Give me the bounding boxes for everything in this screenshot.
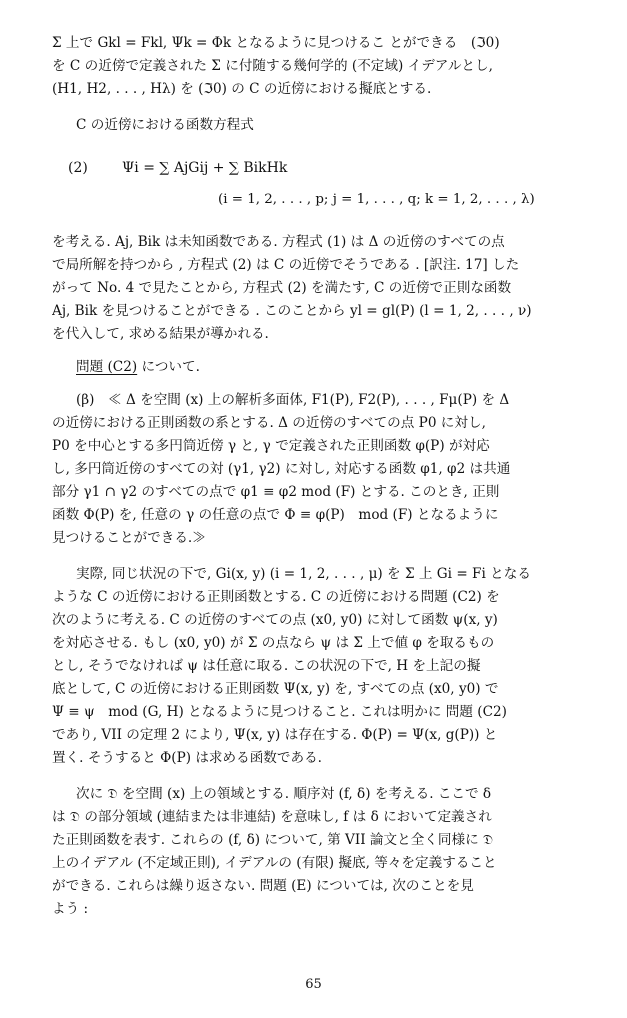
text-line: ような C の近傍における正則函数とする. C の近傍における問題 (C2) を — [52, 589, 500, 605]
text-line: 次のように考える. C の近傍のすべての点 (x0, y0) に対して函数 ψ(x, y) — [52, 612, 498, 628]
text-line: は 𝔇 の部分領域 (連結または非連結) を意味し, f は δ において定義され — [52, 809, 492, 825]
problem-heading — [76, 357, 574, 377]
text-line: 見つけることができる.≫ — [52, 530, 206, 546]
functional-equation-intro: C の近傍における函数方程式 — [76, 117, 254, 133]
equation-number: (2) — [68, 160, 88, 176]
text-line: で局所解を持つから , 方程式 (2) は C の近傍でそうである . [訳注. 17] した — [52, 257, 520, 273]
equation-formula: Ψi = ∑ AjGij + ∑ BikHk — [122, 160, 288, 176]
text-line: (β) ≪ Δ を空間 (x) 上の解析多面体, F1(P), F2(P), . . . , Fμ(P) を Δ — [76, 392, 510, 408]
text-line: を代入して, 求める結果が導かれる. — [52, 326, 269, 342]
text-line: がって No. 4 で見たことから, 方程式 (2) を満たす, C の近傍で正則な函数 — [52, 280, 512, 296]
text-line: ができる. これらは繰り返さない. 問題 (E) については, 次のことを見 — [52, 878, 474, 894]
problem-heading-label: 問題 (C2) — [76, 359, 138, 375]
text-line: であり, VII の定理 2 により, Ψ(x, y) は存在する. Φ(P) = Ψ(x, g(P)) と — [52, 727, 498, 743]
text-line: の近傍における正則函数の系とする. Δ の近傍のすべての点 P0 に対し, — [52, 415, 486, 431]
text-line: 次に 𝔇 を空間 (x) 上の領域とする. 順序対 (f, δ) を考える. ここで δ — [76, 786, 492, 802]
page-number: 65 — [305, 977, 322, 992]
text-line: 部分 γ1 ∩ γ2 のすべての点で φ1 ≡ φ2 mod (F) とする. このとき, 正則 — [52, 484, 500, 500]
text-line: た正則函数を表す. これらの (f, δ) について, 第 VII 論文と全く同様に 𝔇 — [52, 832, 494, 848]
text-line: 上のイデアル (不定域正則), イデアルの (有限) 擬底, 等々を定義すること — [52, 855, 497, 871]
text-line: よう : — [52, 901, 89, 917]
text-line: を対応させる. もし (x0, y0) が Σ の点なら ψ は Σ 上で値 φ を取るもの — [52, 635, 495, 651]
text-line: P0 を中心とする多円筒近傍 γ と, γ で定義された正則函数 φ(P) が対応 — [52, 438, 490, 454]
text-line: とし, そうでなければ ψ は任意に取る. この状況の下で, H を上記の擬 — [52, 658, 481, 674]
text-line: Ψ ≡ ψ mod (G, H) となるように見つけること. これは明かに 問題 (C2) — [52, 704, 507, 720]
text-line: 函数 Φ(P) を, 任意の γ の任意の点で Φ ≡ φ(P) mod (F) となるように — [52, 507, 499, 523]
text-line: 底として, C の近傍における正則函数 Ψ(x, y) を, すべての点 (x0, y0) で — [52, 681, 499, 697]
text-line: Aj, Bik を見つけることができる . このことから yl = gl(P) (l = 1, 2, . . . , ν) — [52, 303, 532, 319]
equation-range: (i = 1, 2, . . . , p; j = 1, . . . , q; k = 1, 2, . . . , λ) — [218, 192, 535, 207]
text-line: 実際, 同じ状況の下で, Gi(x, y) (i = 1, 2, . . . , μ) を Σ 上 Gi = Fi となる — [76, 566, 531, 582]
problem-heading-suffix: について. — [137, 359, 200, 375]
text-line: を考える. Aj, Bik は未知函数である. 方程式 (1) は Δ の近傍のすべての点 — [52, 234, 505, 250]
text-line: を C の近傍で定義された Σ に付随する幾何学的 (不定域) イデアルとし, — [52, 58, 493, 74]
text-line: (H1, H2, . . . , Hλ) を (ℑ0) の C の近傍における擬底とする. — [52, 81, 432, 97]
text-line: 置く. そうすると Φ(P) は求める函数である. — [52, 750, 323, 766]
text-line: Σ 上で Gkl = Fkl, Ψk = Φk となるように見つけるこ とができる (ℑ0) — [52, 35, 500, 51]
text-line: し, 多円筒近傍のすべての対 (γ1, γ2) に対し, 対応する函数 φ1, φ2 は共通 — [52, 461, 511, 477]
